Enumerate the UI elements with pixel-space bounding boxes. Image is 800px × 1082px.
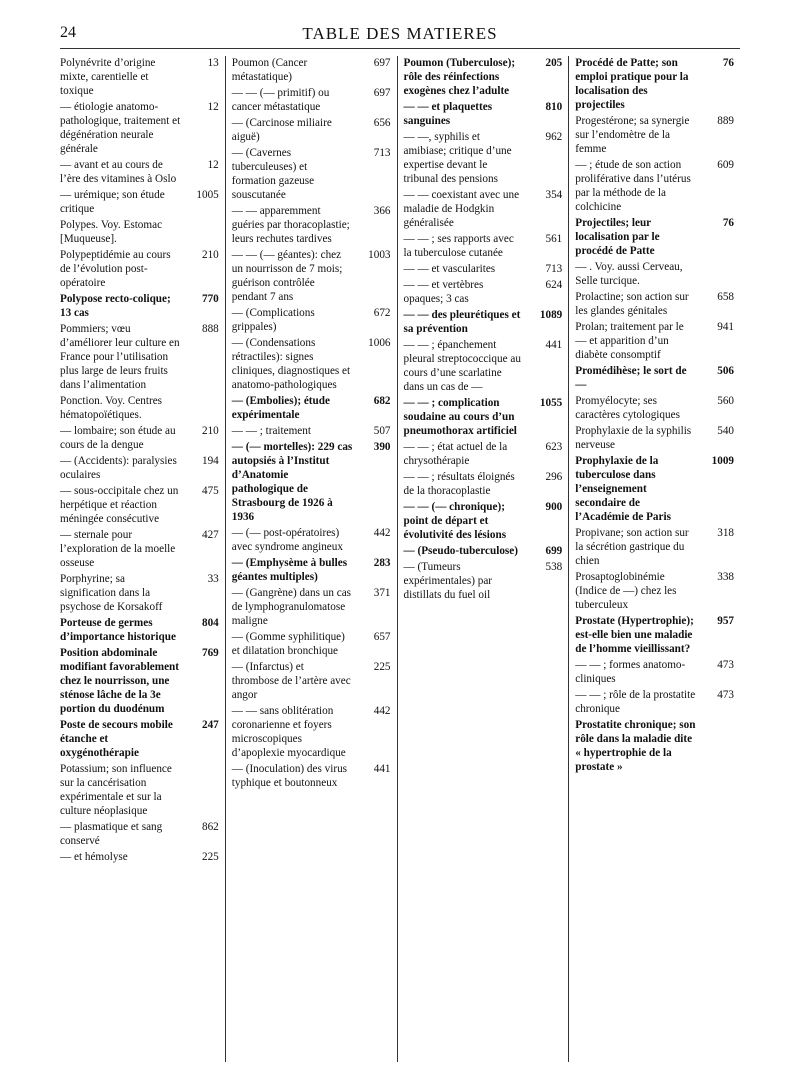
index-entry: [60, 322, 219, 392]
entry-page-number: 810: [545, 101, 563, 113]
index-entry: [60, 248, 219, 290]
entry-text: Porphyrine; sa signification dans la psychose de Korsakoff: [60, 573, 163, 613]
index-entry: [60, 484, 219, 526]
index-entry: [404, 278, 563, 306]
index-entry: [60, 424, 219, 452]
entry-text: Pommiers; vœu d’améliorer leur culture en France pour l’utilisation plus large de leurs fruits dans l’alimentation: [60, 323, 180, 391]
entry-page-number: 941: [717, 321, 734, 333]
entry-page-number: 900: [545, 501, 563, 513]
index-entry: [575, 114, 734, 156]
entry-page-number: 371: [373, 587, 391, 599]
index-entry: [232, 526, 391, 554]
header-rule: [60, 48, 740, 49]
index-entry: [575, 320, 734, 362]
entry-page-number: 296: [545, 471, 563, 483]
entry-text: — ; étude de son action proliférative dans l’utérus par la méthode de la colchicine: [575, 159, 691, 213]
entry-text: Promédihèse; le sort de —: [575, 365, 687, 391]
entry-text: — urémique; son étude critique: [60, 189, 165, 215]
entry-page-number: 862: [201, 821, 219, 833]
index-entry: [232, 116, 391, 144]
entry-page-number: 538: [545, 561, 563, 573]
page-header: [60, 24, 740, 48]
entry-page-number: 13: [207, 57, 219, 69]
index-entry: [404, 396, 563, 438]
entry-page-number: 697: [373, 87, 391, 99]
entry-page-number: 656: [373, 117, 391, 129]
index-entry: [575, 424, 734, 452]
page-title: TABLE DES MATIERES: [302, 24, 498, 43]
index-entry: [232, 336, 391, 392]
entry-text: Poumon (Cancer métastatique): [231, 57, 308, 83]
index-entry: [60, 158, 219, 186]
entry-text: — (— mortelles): 229 cas autopsiés à l’Institut d’Anatomie pathologique de Strasbourg de 1926 à 1936: [231, 441, 353, 523]
entry-text: Position abdominale modifiant favorablement chez le nourrisson, une sténose lâche de la 3e portion du duodénum: [60, 647, 180, 715]
entry-page-number: 682: [373, 395, 391, 407]
index-entry: [232, 630, 391, 658]
index-entry: [404, 308, 563, 336]
index-column-1: [60, 56, 225, 1062]
index-entry: [232, 394, 391, 422]
index-entry: [60, 292, 219, 320]
index-entry: [575, 158, 734, 214]
index-entry: [232, 56, 391, 84]
index-entry: [404, 232, 563, 260]
index-entry: [404, 500, 563, 542]
entry-page-number: 804: [201, 617, 219, 629]
entry-page-number: 473: [717, 659, 734, 671]
index-entry: [60, 572, 219, 614]
index-entry: [60, 394, 219, 422]
entry-text: Procédé de Patte; son emploi pratique pour la localisation des projectiles: [575, 57, 689, 111]
entry-text: — — ; complication soudaine au cours d’un pneumothorax artificiel: [403, 397, 517, 437]
index-entry: [575, 364, 734, 392]
entry-page-number: 338: [717, 571, 734, 583]
entry-page-number: 1009: [711, 455, 734, 467]
entry-text: Potassium; son influence sur la cancérisation expérimentale et sur la culture néoplasique: [60, 763, 172, 817]
index-entry: [575, 216, 734, 258]
entry-text: — — ; résultats éloignés de la thoracoplastie: [403, 471, 515, 497]
index-entry: [60, 188, 219, 216]
entry-text: — sous-occipitale chez un herpétique et réaction méningée consécutive: [60, 485, 179, 525]
index-entry: [60, 762, 219, 818]
entry-page-number: 12: [207, 159, 219, 171]
entry-page-number: 1006: [368, 337, 391, 349]
index-entry: [60, 850, 219, 864]
entry-text: — . Voy. aussi Cerveau, Selle turcique.: [575, 261, 683, 287]
entry-text: Polypeptidémie au cours de l’évolution post-opératoire: [60, 249, 171, 289]
entry-page-number: 366: [373, 205, 391, 217]
index-entry: [60, 100, 219, 156]
index-entry: [404, 470, 563, 498]
entry-text: — (Gomme syphilitique) et dilatation bronchique: [231, 631, 345, 657]
entry-page-number: 473: [717, 689, 734, 701]
index-entry: [60, 56, 219, 98]
entry-text: — (Complications grippales): [231, 307, 315, 333]
index-entry: [404, 338, 563, 394]
entry-page-number: 657: [373, 631, 391, 643]
entry-text: — (Cavernes tuberculeuses) et formation gazeuse souscutanée: [231, 147, 315, 201]
entry-text: — (Carcinose miliaire aiguë): [231, 117, 332, 143]
entry-page-number: 609: [717, 159, 734, 171]
index-entry: [232, 86, 391, 114]
entry-page-number: 770: [201, 293, 219, 305]
index-entry: [60, 454, 219, 482]
entry-text: Projectiles; leur localisation par le procédé de Patte: [575, 217, 660, 257]
index-entry: [60, 718, 219, 760]
entry-page-number: 427: [201, 529, 219, 541]
index-entry: [232, 146, 391, 202]
entry-page-number: 12: [207, 101, 219, 113]
entry-text: — (Infarctus) et thrombose de l’artère avec angor: [231, 661, 351, 701]
entry-text: Prolan; traitement par le — et apparition d’un diabète consomptif: [575, 321, 684, 361]
entry-text: — (Inoculation) des virus typhique et boutonneux: [231, 763, 348, 789]
index-entry: [575, 570, 734, 612]
index-entry: [575, 526, 734, 568]
page-number: 24: [60, 24, 76, 41]
entry-text: — — et vascularites: [403, 263, 496, 275]
entry-page-number: 713: [373, 147, 391, 159]
index-entry: [232, 306, 391, 334]
entry-text: — — (— chronique); point de départ et évolutivité des lésions: [403, 501, 507, 541]
entry-text: Prostate (Hypertrophie); est-elle bien une maladie de l’homme vieillissant?: [575, 615, 694, 655]
entry-text: — (Pseudo-tuberculose): [403, 545, 518, 557]
entry-text: Polypose recto-colique; 13 cas: [60, 293, 171, 319]
entry-page-number: 507: [373, 425, 391, 437]
entry-page-number: 672: [373, 307, 391, 319]
index-entry: [575, 290, 734, 318]
entry-page-number: 354: [545, 189, 563, 201]
entry-text: — — ; traitement: [231, 425, 311, 437]
index-entry: [232, 204, 391, 246]
entry-page-number: 699: [545, 545, 563, 557]
entry-text: — — apparemment guéries par thoracoplastie; leurs rechutes tardives: [231, 205, 350, 245]
entry-text: Poste de secours mobile étanche et oxygénothérapie: [60, 719, 173, 759]
entry-text: — et hémolyse: [60, 851, 128, 863]
entry-text: Propivane; son action sur la sécrétion gastrique du chien: [575, 527, 689, 567]
index-entry: [60, 820, 219, 848]
entry-page-number: 561: [545, 233, 563, 245]
index-column-2: [225, 56, 397, 1062]
index-entry: [232, 248, 391, 304]
entry-page-number: 560: [717, 395, 734, 407]
index-entry: [575, 56, 734, 112]
entry-page-number: 318: [717, 527, 734, 539]
entry-text: Prophylaxie de la syphilis nerveuse: [575, 425, 692, 451]
entry-text: — — (— géantes): chez un nourrisson de 7 mois; guérison contrôlée pendant 7 ans: [231, 249, 343, 303]
entry-page-number: 210: [201, 249, 219, 261]
index-entry: [575, 658, 734, 686]
entry-text: — (Gangrène) dans un cas de lymphogranulomatose maligne: [231, 587, 352, 627]
entry-page-number: 194: [201, 455, 219, 467]
index-entry: [404, 130, 563, 186]
entry-text: — plasmatique et sang conservé: [60, 821, 163, 847]
entry-text: Porteuse de germes d’importance historique: [60, 617, 176, 643]
entry-text: Prosaptoglobinémie (Indice de —) chez les tuberculeux: [575, 571, 677, 611]
entry-text: — (Tumeurs expérimentales) par distillats du fuel oil: [403, 561, 493, 601]
entry-page-number: 962: [545, 131, 563, 143]
entry-text: — — et vertèbres opaques; 3 cas: [403, 279, 484, 305]
entry-text: — — et plaquettes sanguines: [403, 101, 493, 127]
index-entry: [232, 660, 391, 702]
entry-page-number: 76: [722, 217, 734, 229]
entry-page-number: 624: [545, 279, 563, 291]
entry-page-number: 1005: [196, 189, 219, 201]
entry-text: Poumon (Tuberculose); rôle des réinfections exogènes chez l’adulte: [403, 57, 516, 97]
entry-text: — étiologie anatomo-pathologique, traitement et dégénération neurale générale: [60, 101, 181, 155]
index-entry: [575, 614, 734, 656]
entry-text: — (Emphysème à bulles géantes multiples): [231, 557, 348, 583]
index-entry: [60, 528, 219, 570]
entry-page-number: 713: [545, 263, 563, 275]
entry-text: — —, syphilis et amibiase; critique d’une expertise devant le tribunal des pensions: [403, 131, 512, 185]
entry-page-number: 697: [373, 57, 391, 69]
index-entry: [232, 586, 391, 628]
entry-text: Progestérone; sa synergie sur l’endomètre de la femme: [575, 115, 690, 155]
index-column-4: [568, 56, 740, 1062]
entry-page-number: 623: [545, 441, 563, 453]
entry-text: Prostatite chronique; son rôle dans la maladie dite « hypertrophie de la prostate »: [575, 719, 696, 773]
entry-page-number: 1089: [539, 309, 563, 321]
entry-text: — sternale pour l’exploration de la moelle osseuse: [60, 529, 176, 569]
entry-page-number: 888: [201, 323, 219, 335]
entry-page-number: 33: [207, 573, 219, 585]
entry-text: — — (— primitif) ou cancer métastatique: [231, 87, 330, 113]
index-entry: [60, 646, 219, 716]
entry-page-number: 1055: [539, 397, 563, 409]
index-entry: [232, 424, 391, 438]
entry-text: — (Condensations rétractiles): signes cliniques, diagnostiques et anatomo-pathologiques: [231, 337, 351, 391]
entry-page-number: 76: [722, 57, 734, 69]
index-column-3: [397, 56, 569, 1062]
entry-page-number: 540: [717, 425, 734, 437]
entry-text: Prophylaxie de la tuberculose dans l’enseignement secondaire de l’Académie de Paris: [575, 455, 671, 523]
index-entry: [232, 762, 391, 790]
entry-page-number: 283: [373, 557, 391, 569]
entry-text: Promyélocyte; ses caractères cytologiques: [575, 395, 680, 421]
entry-text: Ponction. Voy. Centres hématopoïétiques.: [60, 395, 163, 421]
index-entry: [575, 718, 734, 774]
entry-page-number: 441: [373, 763, 391, 775]
entry-text: — — sans oblitération coronarienne et foyers microscopiques d’apoplexie myocardique: [231, 705, 346, 759]
index-entry: [404, 262, 563, 276]
index-entry: [404, 440, 563, 468]
entry-page-number: 769: [201, 647, 219, 659]
index-entry: [60, 218, 219, 246]
index-entry: [575, 688, 734, 716]
index-entry: [404, 56, 563, 98]
entry-text: — — des pleurétiques et sa prévention: [403, 309, 521, 335]
index-entry: [404, 188, 563, 230]
index-entry: [404, 560, 563, 602]
entry-page-number: 210: [201, 425, 219, 437]
entry-page-number: 889: [717, 115, 734, 127]
entry-page-number: 390: [373, 441, 391, 453]
entry-page-number: 658: [717, 291, 734, 303]
index-entry: [575, 260, 734, 288]
entry-text: — — ; état actuel de la chrysothérapie: [403, 441, 508, 467]
index-entry: [404, 544, 563, 558]
entry-page-number: 475: [201, 485, 219, 497]
entry-page-number: 442: [373, 705, 391, 717]
entry-page-number: 225: [373, 661, 391, 673]
entry-text: — (— post-opératoires) avec syndrome angineux: [231, 527, 343, 553]
entry-page-number: 225: [201, 851, 219, 863]
entry-text: — — ; ses rapports avec la tuberculose cutanée: [403, 233, 514, 259]
entry-text: — lombaire; son étude au cours de la dengue: [60, 425, 176, 451]
index-entry: [232, 440, 391, 524]
entry-text: Polynévrite d’origine mixte, carentielle et toxique: [60, 57, 156, 97]
entry-page-number: 957: [717, 615, 734, 627]
entry-text: Polypes. Voy. Estomac [Muqueuse].: [60, 219, 163, 245]
entry-text: Prolactine; son action sur les glandes génitales: [575, 291, 689, 317]
index-entry: [404, 100, 563, 128]
index-entry: [575, 454, 734, 524]
entry-text: — — ; épanchement pleural streptococcique au cours d’une scarlatine dans un cas de —: [403, 339, 521, 393]
entry-text: — avant et au cours de l’ère des vitamines à Oslo: [60, 159, 177, 185]
entry-page-number: 247: [201, 719, 219, 731]
entry-text: — — coexistant avec une maladie de Hodgkin généralisée: [403, 189, 520, 229]
entry-page-number: 1003: [368, 249, 391, 261]
entry-text: — — ; formes anatomo-cliniques: [575, 659, 686, 685]
index-entry: [232, 704, 391, 760]
index-columns: [60, 56, 740, 1062]
entry-text: — (Embolies); étude expérimentale: [231, 395, 330, 421]
entry-page-number: 442: [373, 527, 391, 539]
entry-page-number: 205: [545, 57, 563, 69]
entry-page-number: 441: [545, 339, 563, 351]
entry-text: — (Accidents): paralysies oculaires: [60, 455, 177, 481]
entry-page-number: 506: [717, 365, 734, 377]
entry-text: — — ; rôle de la prostatite chronique: [575, 689, 696, 715]
index-entry: [60, 616, 219, 644]
index-entry: [232, 556, 391, 584]
index-entry: [575, 394, 734, 422]
